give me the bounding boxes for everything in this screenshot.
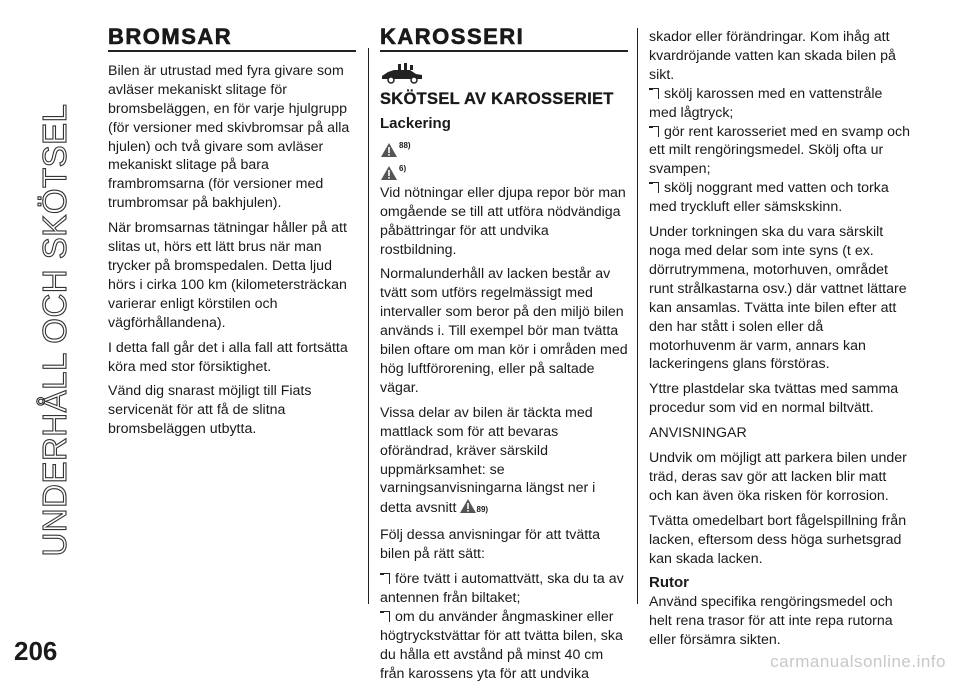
column-karosseri xyxy=(380,24,628,689)
rutor-heading: Rutor xyxy=(649,574,689,592)
warning-number: 89) xyxy=(476,505,489,515)
paragraph: skador eller förändringar. Kom ihåg att kvardröjande vatten kan skada bilen på sikt. xyxy=(649,29,896,83)
warning-triangle-icon xyxy=(380,142,398,158)
list-item xyxy=(649,179,911,217)
paragraph: Yttre plastdelar ska tvättas med samma procedur som vid en normal biltvätt. xyxy=(649,381,899,417)
paragraph: Normalunderhåll av lacken består av tvätt som utförs regelmässigt med intervaller som beror på den miljö bilen används i. Till exempel bör man tvätta bilen oftare om man kör i områden med hög luftförorening, eller på saltade vägar. xyxy=(380,266,628,396)
list-item-text: gör rent karosseriet med en svamp och ett milt rengöringsmedel. Skölj ofta ur svampen; xyxy=(649,123,911,178)
subheading: SKÖTSEL AV KAROSSERIET xyxy=(380,89,614,108)
list-item xyxy=(649,85,911,123)
bullet-icon xyxy=(380,573,390,584)
paragraph: Följ dessa anvisningar för att tvätta bilen på rätt sätt: xyxy=(380,527,601,563)
column-divider xyxy=(637,28,638,604)
column-continued xyxy=(649,28,911,656)
warning-number: 88) xyxy=(399,140,411,150)
paragraph: När bromsarnas tätningar håller på att slitas ut, hörs ett lätt brus när man trycker på bromspedalen. Detta ljud hörs i cirka 100 km (kilometersträckan varierar enligt körstilen och vägförhållandena). xyxy=(108,220,347,331)
bullet-icon xyxy=(649,182,659,193)
list-item xyxy=(380,570,628,608)
heading-rule xyxy=(380,50,628,52)
bullet-icon xyxy=(649,126,659,137)
page-number: 206 xyxy=(14,636,58,666)
paragraph: Bilen är utrustad med fyra givare som avläser mekaniskt slitage för bromsbeläggen, en för varje hjulgrupp (för versioner med skivbromsar på alla hjulen) och två givare som avläser mekaniskt slitage på bara frambromsarna (för versioner med trumbromsar på bakhjulen). xyxy=(108,62,350,212)
heading-rule xyxy=(108,50,356,52)
paragraph: Vid nötningar eller djupa repor bör man omgående se till att utföra nödvändiga påbättringar för att undvika rostbildning. xyxy=(380,184,626,258)
bullet-icon xyxy=(380,611,390,622)
paragraph: Tvätta omedelbart bort fågelspillning från lacken, eftersom dess höga surhetsgrad kan skada lacken. xyxy=(649,512,907,567)
list-item xyxy=(649,123,911,180)
list-item xyxy=(380,608,628,684)
paragraph: I detta fall går det i alla fall att fortsätta köra med stor försiktighet. xyxy=(108,339,348,375)
chapter-side-title xyxy=(6,0,76,560)
warning-triangle-icon xyxy=(380,165,398,181)
list-item-text: skölj karossen med en vattenstråle med lågtryck; xyxy=(649,85,883,121)
list-item-text: om du använder ångmaskiner eller högtryckstvättar för att tvätta bilen, ska du hålla ett avstånd på minst 40 cm från karossens yta för att undvika xyxy=(380,608,623,682)
column-bromsar xyxy=(108,24,356,445)
paragraph: ANVISNINGAR xyxy=(649,425,747,442)
car-body-icon xyxy=(380,62,628,84)
paragraph xyxy=(380,404,628,520)
section-heading-karosseri: KAROSSERI xyxy=(380,24,525,49)
watermark: carmanualsonline.info xyxy=(770,652,946,671)
side-title-text: UNDERHÅLL OCH SKÖTSEL xyxy=(36,103,73,557)
column-divider xyxy=(368,48,369,604)
warning-ref xyxy=(380,161,628,181)
paragraph: Under torkningen ska du vara särskilt noga med delar som inte syns (t ex. dörrutrymmena, motorhuven, området runt strålkastarna osv.) där vattnet lättare kan ansamlas. Tvätta inte bilen efter att den har stått i solen eller då motorhuvenm är varm, annars kan lackeringens glans förstöras. xyxy=(649,224,907,373)
warning-number: 6) xyxy=(399,163,407,173)
warning-triangle-icon xyxy=(459,498,477,514)
paragraph-text: Vissa delar av bilen är täckta med mattlack som för att bevaras oförändrad, kräver särskild uppmärksamhet: se varningsanvisningarna längst ner i detta avsnitt xyxy=(380,404,596,517)
paragraph: Använd specifika rengöringsmedel och helt rena trasor för att inte repa rutorna eller försämra sikten. xyxy=(649,594,893,649)
section-heading-bromsar: BROMSAR xyxy=(108,24,233,49)
warning-ref xyxy=(380,138,628,158)
paragraph: Undvik om möjligt att parkera bilen under träd, deras sav gör att lacken blir matt och kan även öka risken för korrosion. xyxy=(649,450,907,504)
lackering-heading: Lackering xyxy=(380,114,451,132)
paragraph: Vänd dig snarast möjligt till Fiats servicenät för att få de slitna bromsbeläggen utbytta. xyxy=(108,383,312,438)
list-item-text: skölj noggrant med vatten och torka med tryckluft eller sämskskinn. xyxy=(649,180,889,216)
list-item-text: före tvätt i automattvätt, ska du ta av antennen från biltaket; xyxy=(380,571,624,606)
bullet-icon xyxy=(649,88,659,99)
